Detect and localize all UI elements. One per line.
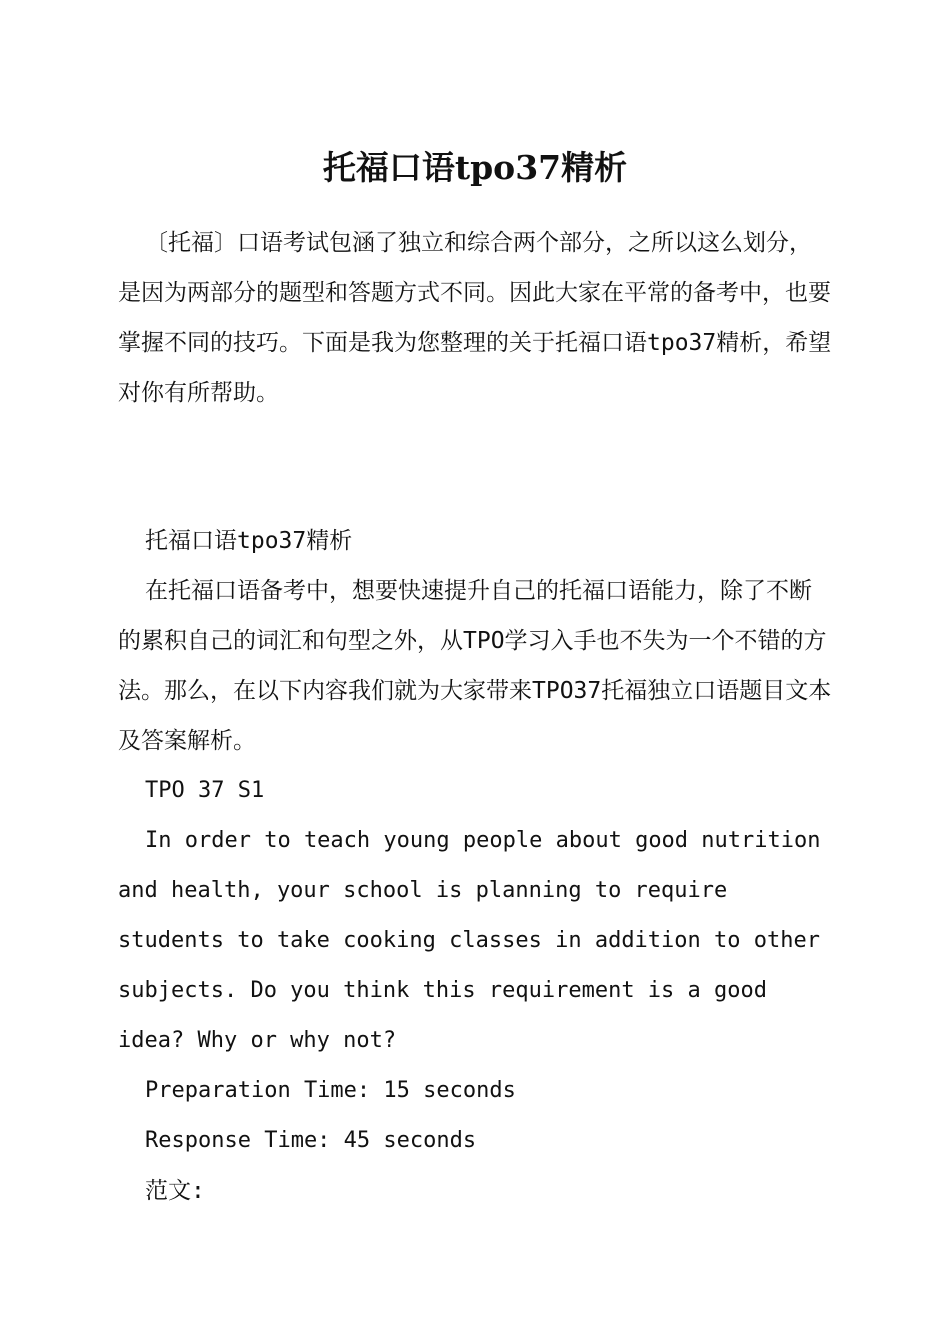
response-time: Response Time: 45 seconds xyxy=(145,1128,477,1153)
section-intro-paragraph: 在托福口语备考中，想要快速提升自己的托福口语能力，除了不断的累积自己的词汇和句型之外，从TPO学习入手也不失为一个不错的方法。那么，在以下内容我们就为大家带来TPO37托福独立口语题目文本及答案解析。 xyxy=(118,578,832,754)
question-paragraph: In order to teach young people about good nutrition and health, your school is planning to require students to take cooking classes in addition to other subjects. Do you think this requirement is a good idea? Why or why not? xyxy=(118,828,821,1053)
task-label: TPO 37 S1 xyxy=(145,778,265,803)
section-heading: 托福口语tpo37精析 xyxy=(145,528,353,554)
document-title: 托福口语tpo37精析 xyxy=(322,148,628,187)
intro-block xyxy=(118,218,834,418)
intro-paragraph: 〔托福〕口语考试包涵了独立和综合两个部分，之所以这么划分，是因为两部分的题型和答题方式不同。因此大家在平常的备考中，也要掌握不同的技巧。下面是我为您整理的关于托福口语tpo37精析，希望对你有所帮助。 xyxy=(118,230,832,406)
preparation-time: Preparation Time: 15 seconds xyxy=(145,1078,516,1103)
main-content xyxy=(118,516,834,1216)
sample-answer-label: 范文: xyxy=(145,1178,205,1204)
